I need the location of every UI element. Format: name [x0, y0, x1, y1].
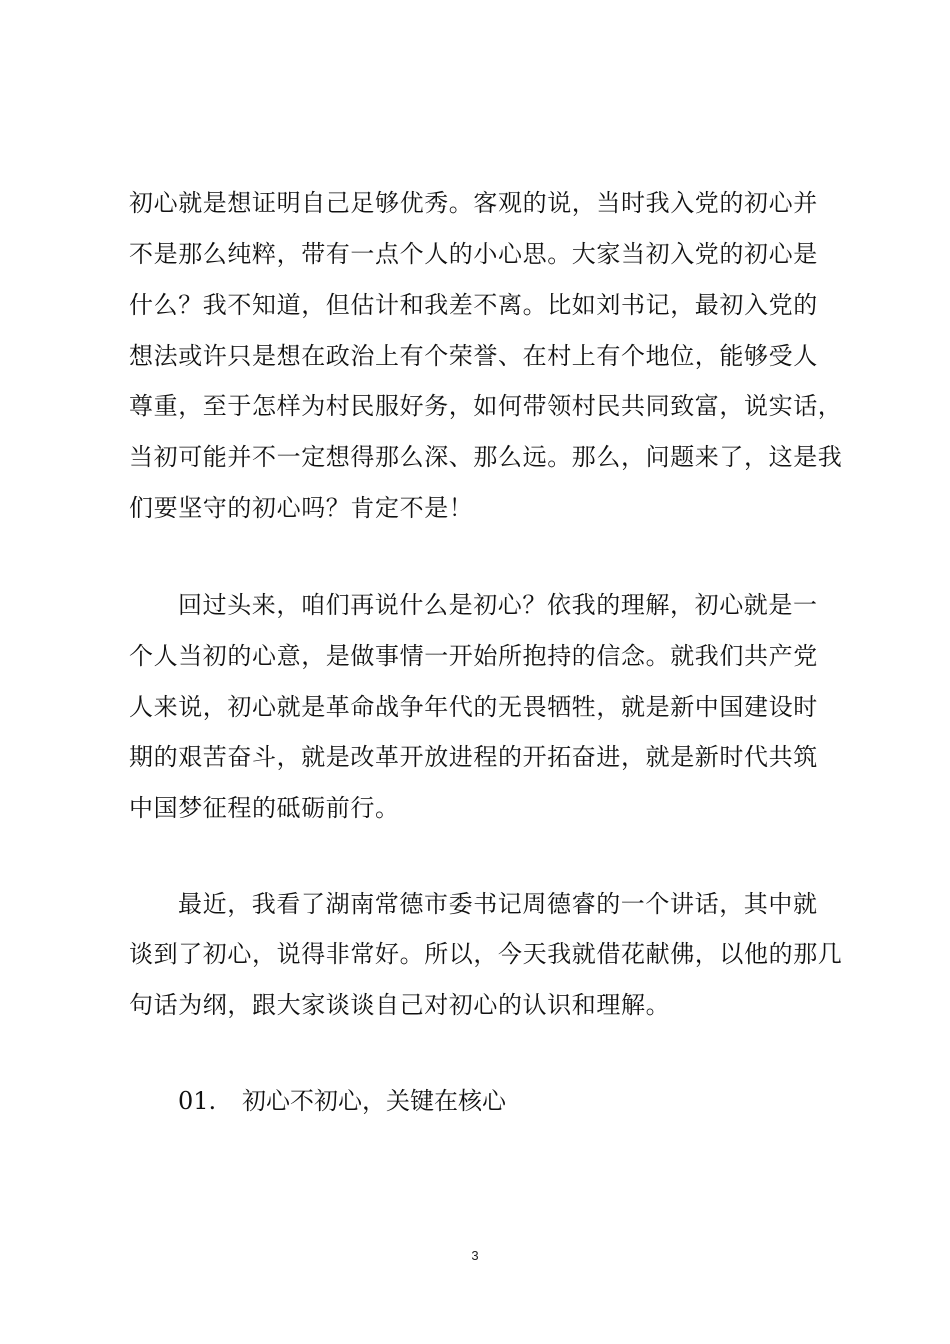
paragraph-1-line-1: 初心就是想证明自己足够优秀。客观的说，当时我入党的初心并 — [129, 189, 818, 217]
paragraph-1-line-5: 尊重，至于怎样为村民服好务，如何带领村民共同致富，说实话， — [129, 392, 843, 420]
section-title: 初心不初心，关键在核心 — [242, 1087, 506, 1115]
paragraph-3-line-3: 句话为纲，跟大家谈谈自己对初心的认识和理解。 — [129, 991, 671, 1019]
paragraph-2-line-5: 中国梦征程的砥砺前行。 — [129, 794, 400, 822]
paragraph-2-line-1: 回过头来，咱们再说什么是初心？依我的理解，初心就是一 — [178, 591, 818, 619]
paragraph-1-line-6: 当初可能并不一定想得那么深、那么远。那么，问题来了，这是我 — [129, 443, 843, 471]
section-heading — [178, 1084, 506, 1118]
paragraph-2-line-2: 个人当初的心意，是做事情一开始所抱持的信念。就我们共产党 — [129, 642, 818, 670]
page-number: 3 — [471, 1248, 479, 1263]
paragraph-2-line-3: 人来说，初心就是革命战争年代的无畏牺牲，就是新中国建设时 — [129, 693, 818, 721]
paragraph-3-line-2: 谈到了初心，说得非常好。所以，今天我就借花献佛，以他的那几 — [129, 940, 843, 968]
paragraph-1-line-7: 们要坚守的初心吗？肯定不是！ — [129, 494, 474, 522]
section-number: 01. — [178, 1087, 217, 1115]
paragraph-2-line-4: 期的艰苦奋斗，就是改革开放进程的开拓奋进，就是新时代共筑 — [129, 743, 818, 771]
paragraph-3-line-1: 最近，我看了湖南常德市委书记周德睿的一个讲话，其中就 — [178, 890, 818, 918]
paragraph-1-line-3: 什么？我不知道，但估计和我差不离。比如刘书记，最初入党的 — [129, 291, 818, 319]
paragraph-1-line-2: 不是那么纯粹，带有一点个人的小心思。大家当初入党的初心是 — [129, 240, 818, 268]
paragraph-1-line-4: 想法或许只是想在政治上有个荣誉、在村上有个地位，能够受人 — [129, 342, 818, 370]
